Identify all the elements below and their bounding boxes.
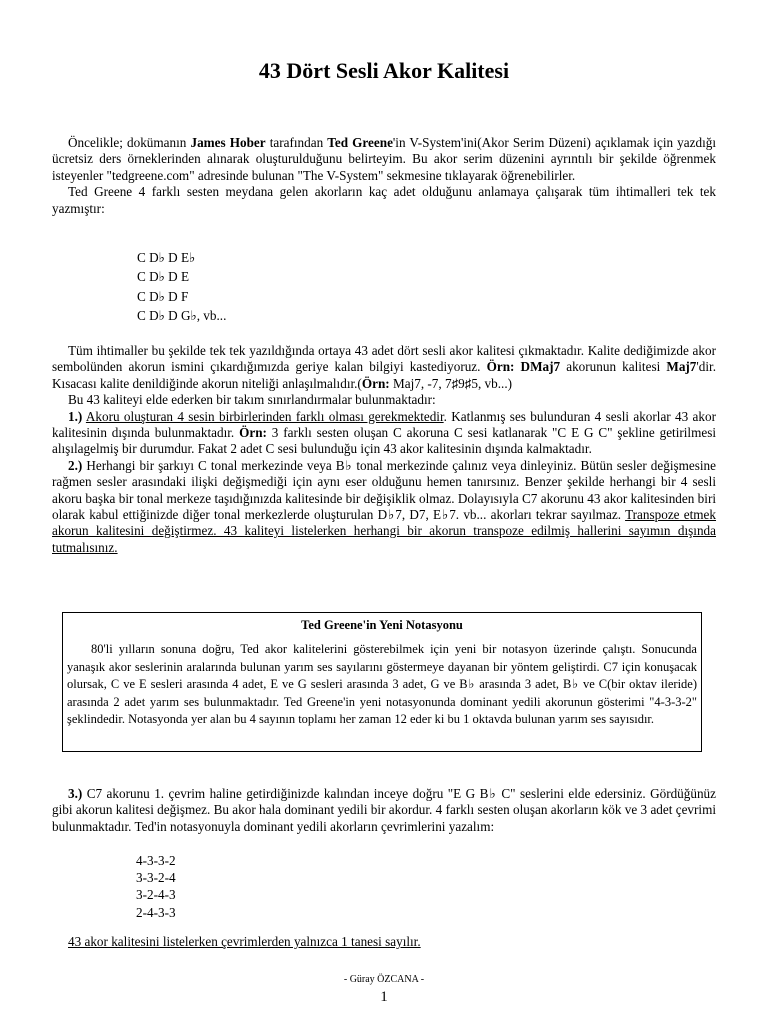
intro-section (52, 135, 716, 233)
closing-note: 43 akor kalitesini listelerken çevrimlerden yalnızca 1 tanesi sayılır. (68, 934, 421, 949)
quality-paragraph: Tüm ihtimaller bu şekilde tek tek yazıldığında ortaya 43 adet dört sesli akor kalitesi çıkmaktadır. Kalite dediğimizde akor sembolünden akorun ismini çıkardığımızda geriye kalan bilgiyi kastediyoruz. Örn: DMaj7 akorunun kalitesi Maj7'dir. Kısacası kalite denildiğinde akorun niteliği anlaşılmalıdır.(Örn: Maj7, -7, 7♯9♯5, vb...) (52, 343, 717, 391)
author-name-hober: James Hober (190, 135, 266, 150)
intro-paragraph-2: Ted Greene 4 farklı sesten meydana gelen akorların kaç adet olduğunu anlamaya çalışarak tüm ihtimalleri tek tek yazmıştır: (52, 184, 716, 216)
rule-2: 2.) Herhangi bir şarkıyı C tonal merkezinde veya B♭ tonal merkezinde çalınız veya dinleyiniz. Bütün sesler değişmesine rağmen sesler arasındaki ilişki değişmediği için aynı eser olduğunu hemen tanırsınız. Benzer şekilde herhangi bir 4 sesli akoru başka bir tonal merkeze taşıdığınızda kalitesinde bir değişiklik olmaz. Dolayısıyla C7 akorunu 43 akor kalitesinden biri olarak kabul ettiğinizde diğer tonal merkezlerde oluşturulan D♭7, D7, E♭7. vb... akorları tekrar sayılmaz. Transpoze etmek akorun kalitesini değiştirmez. 43 kaliteyi listelerken herhangi bir akorun transpoze edilmiş hallerini sayımın dışında tutmalısınız. (52, 457, 717, 555)
rule-3-section (52, 786, 716, 835)
notation-box-title: Ted Greene'in Yeni Notasyonu (301, 618, 463, 632)
rule-3: 3.) C7 akorunu 1. çevrim haline getirdiğinizde kalından inceye doğru "E G B♭ C" seslerini elde edersiniz. Gördüğünüz gibi akorun kalitesi değişmez. Bu akor hala dominant yedili bir akordur. 4 farklı sesten oluşan akorların kök ve 3 adet çevrimi bulunmaktadır. Ted'in notasyonuyla dominant yedili akorların çevrimlerini yazalım: (52, 786, 716, 834)
chord-list (52, 248, 716, 325)
page-title: 43 Dört Sesli Akor Kalitesi (258, 58, 510, 83)
interval-list (52, 852, 716, 921)
page-number: 1 (380, 989, 388, 1005)
rule-1: 1.) Akoru oluşturan 4 sesin birbirlerinden farklı olması gerekmektedir. Katlanmış ses bulunduran 4 sesli akorlar 43 akor kalitesinin dışında bulunmaktadır. Örn: 3 farklı sesten oluşan C akoruna C sesi katlanarak "C E G C" şekline getirilmesi alışılagelmiş bir durumdur. Fakat 2 adet C sesi bulunduğu için 43 akor kalitesinin dışında kalmaktadır. (52, 408, 716, 457)
closing-section (52, 934, 716, 950)
interval-item: 2-4-3-3 (136, 904, 176, 920)
author-name-greene: Ted Greene (327, 135, 393, 150)
notation-box-text: 80'li yılların sonuna doğru, Ted akor kalitelerini gösterebilmek için yeni bir notasyon üzerinde çalıştı. Sonucunda yanaşık akor seslerinin aralarında bulunan yarım ses sayılarını göstermeye dayanan bir yöntem geliştirdi. C7 için konuşacak olursak, C ve E sesleri arasında 4 adet, E ve G sesleri arasında 3 adet, G ve B♭ arasında 3 adet, B♭ ve C(bir oktav ileride) arasında 2 adet yarım ses bulunmaktadır. Ted Greene'in yeni notasyonunda dominant yedili akorunun gösterimi "4-3-3-2" şeklindedir. Notasyonda yer alan bu 4 sayının toplamı her zaman 12 eder ki bu 1 oktavda bulunan yarım ses sayısıdır. (67, 642, 697, 726)
chord-item: C D♭ D E (137, 269, 190, 285)
interval-item: 4-3-3-2 (136, 853, 176, 868)
chord-item: C D♭ D E♭ (137, 250, 196, 265)
chord-item: C D♭ D G♭, vb... (137, 307, 227, 323)
notation-info-box (62, 612, 702, 752)
intro-paragraph-1: Öncelikle; dokümanın James Hober tarafından Ted Greene'in V-System'ini(Akor Serim Düzeni) açıklamak için yazdığı ücretsiz ders örneklerinden alınarak oluşturulduğunu belirteyim. Bu akor serim düzenini ayrıntılı bir şekilde öğrenmek isteyenler "tedgreene.com" adresinde bulunan "The V-System" sekmesine tıklayarak öğrenebilirler. (52, 135, 716, 183)
interval-item: 3-3-2-4 (136, 870, 176, 886)
rules-section (52, 343, 716, 556)
limits-intro: Bu 43 kaliteyi elde ederken bir takım sınırlandırmalar bulunmaktadır: (68, 392, 436, 408)
interval-item: 3-2-4-3 (136, 887, 176, 903)
chord-item: C D♭ D F (137, 288, 189, 304)
footer-author: - Güray ÖZCANA - (343, 974, 425, 985)
